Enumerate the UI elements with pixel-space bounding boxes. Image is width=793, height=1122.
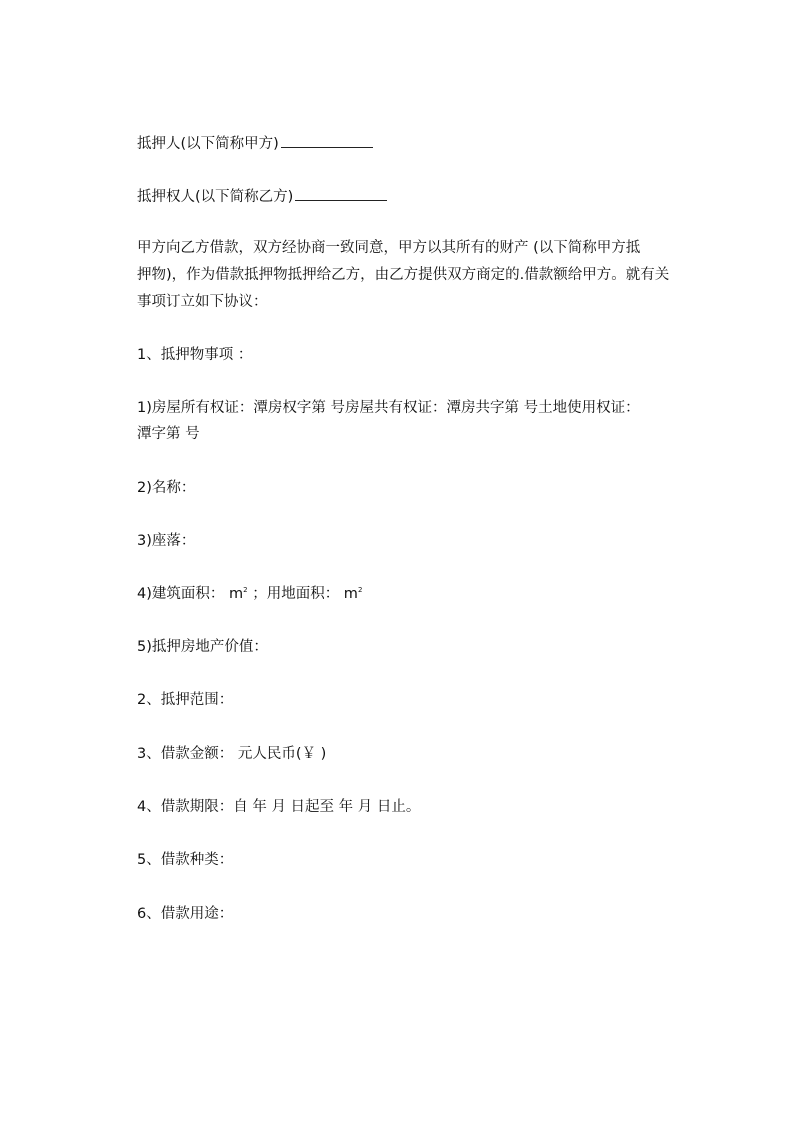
item-1-sub-5-value: 5)抵押房地产价值： [137,639,268,655]
intro-line-2: 押物)，作为借款抵押物抵押给乙方，由乙方提供双方商定的.借款额给甲方。就有关 [137,267,670,283]
mortgagor-label: 抵押人(以下简称甲方) [137,136,279,152]
item-3-amount: 3、借款金额： 元人民币(￥ ) [137,746,327,762]
building-area-label: 4)建筑面积： m [137,586,244,602]
item-2-scope: 2、抵押范围： [137,692,234,708]
item-1-sub-1-line-2: 潭字第 号 [137,426,200,442]
land-area-unit-sup: 2 [357,586,363,595]
item-4-term: 4、借款期限：自 年 月 日起至 年 月 日止。 [137,799,421,815]
item-1-sub-2-name: 2)名称： [137,480,196,496]
mortgagee-label: 抵押权人(以下简称乙方) [137,189,294,205]
mortgagee-line [137,186,387,207]
mortgagee-blank [295,186,387,201]
intro-line-1: 甲方向乙方借款，双方经协商一致同意，甲方以其所有的财产 (以下简称甲方抵 [137,240,641,256]
item-5-type: 5、借款种类： [137,852,234,868]
mortgagor-blank [281,133,373,148]
item-1-sub-3-location: 3)座落： [137,533,196,549]
building-area-unit-sup: 2 [243,586,248,595]
intro-line-3: 事项订立如下协议： [137,294,268,310]
item-6-purpose: 6、借款用途： [137,906,234,922]
item-1-sub-4-area [137,584,362,604]
item-1-sub-1-line-1: 1)房屋所有权证：潭房权字第 号房屋共有权证：潭房共字第 号土地使用权证： [137,400,640,416]
land-area-label: ；用地面积： m [247,586,358,602]
mortgagor-line [137,133,373,154]
item-1-collateral: 1、抵押物事项 ： [137,347,253,363]
